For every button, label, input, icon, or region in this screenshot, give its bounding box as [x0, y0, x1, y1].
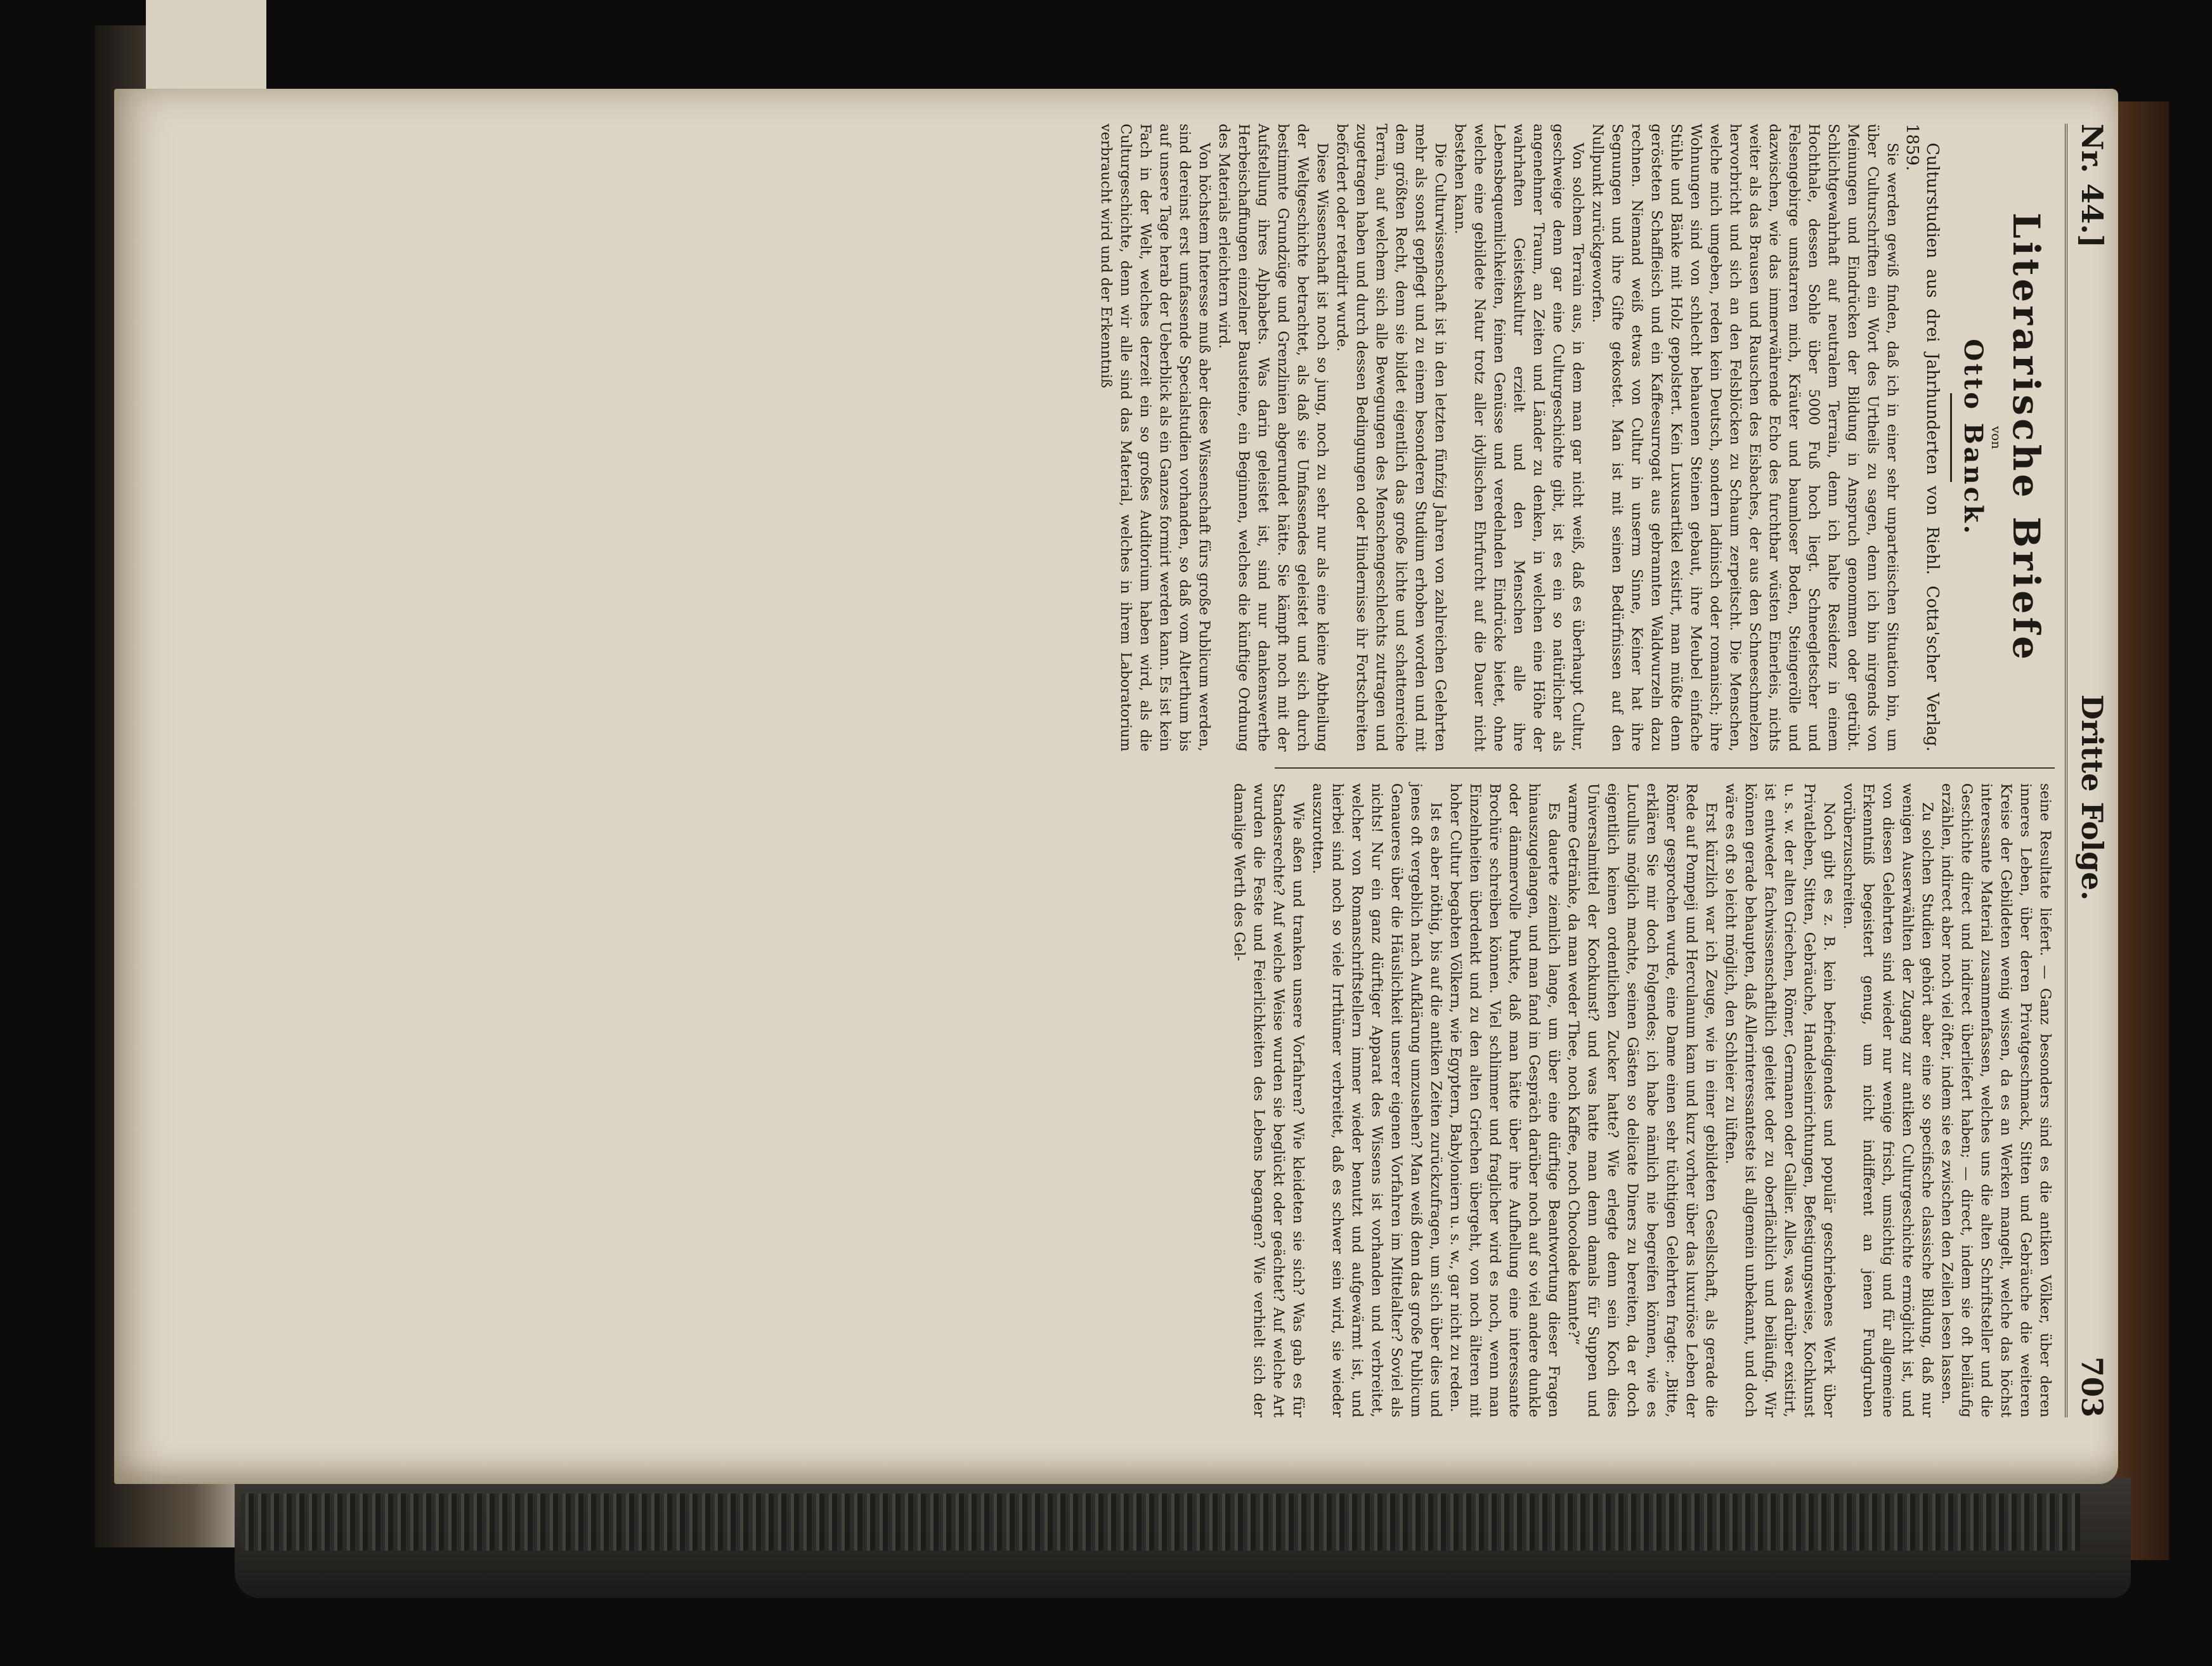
- page-number: 703: [2075, 1356, 2109, 1417]
- page-header: [2065, 124, 2112, 1417]
- article-title: Literarische Briefe: [2005, 212, 2048, 663]
- paragraph: Noch gibt es z. B. kein befriedigendes und populär geschriebenes Werk über Privatleben, Sitten, Gebräuche, Handelseinrichtungen, Befestigungsweise, Kochkunst u. s. w. der alten Griechen, Römer, Germanen oder Gallier. Alles, was darüber existirt, ist entweder fachwissenschaftlich geleitet oder zu oberflächlich und beiläufig. Wir können gerade behaupten, daß Allerinteressanteste ist allgemein unbekannt, und doch wäre es oft so leicht möglich, den Schleier zu lüften.: [1722, 783, 1837, 1417]
- paragraph: Wie aßen und tranken unsere Vorfahren? Wie kleideten sie sich? Was gab es für Standesrechte? Auf welche Weise wurden sie beglückt oder geächtet? Auf welche Art wurden die Feste und Feierlichkeiten des Lebens begangen? Wie verhielt sich der damalige Werth des Gel-: [1231, 783, 1306, 1417]
- series-label: Dritte Folge.: [2075, 694, 2109, 901]
- left-column: [1098, 124, 2055, 752]
- paragraph: Zu solchen Studien gehört aber eine so specifische classische Bildung, daß nur wenigen Auserwählten der Zugang zur antiken Culturgeschichte ermöglicht ist, und von diesen Gelehrten sind wieder nur wenige frisch, umsichtig und für allgemeine Erkenntniß begeistert genug, um nicht indifferent an jenen Fundgruben vorüberzuschreiten.: [1840, 783, 1935, 1417]
- book-reference: Culturstudien aus drei Jahrhunderten von Riehl. Cotta'scher Verlag. 1859.: [1903, 124, 1942, 752]
- article-author: Otto Banck.: [1958, 339, 1988, 537]
- title-rule: [1950, 393, 1952, 482]
- paragraph: Erst kürzlich war ich Zeuge, wie in einer gebildeten Gesellschaft, als gerade die Rede auf Pompeji und Herculanum kam und kurz vorher über das luxuriöse Leben der Römer gesprochen wurde, eine Dame einen sehr tüchtigen Gelehrten fragte: „Bitte, erklären Sie mir doch Folgendes; ich habe nämlich nie begreifen können, wie es Lucullus möglich machte, seinen Gästen so delicate Diners zu bereiten, da er doch eigentlich keinen ordentlichen Zucker hatte? Wie erlegte denn sein Koch dies Universalmittel der Kochkunst? und was hatte man denn damals für Suppen und warme Getränke, da man weder Thee, noch Kaffee, noch Chocolade kannte?“: [1565, 783, 1719, 1417]
- book-cloth-binding: [241, 1494, 2080, 1551]
- byline-von: von: [1989, 426, 2004, 450]
- paragraph: Sie werden gewiß finden, daß ich in einer sehr unparteiischen Situation bin, um über Culturschriften ein Wort des Urtheils zu sagen, denn ich bin nirgends von Meinungen und Eindrücken der Bildung in Anspruch genommen oder getrübt. Schlichtgewahrhaft auf neutralem Terrain, denn ich halte Residenz in einem Hochthale, dessen Sohle über 5000 Fuß hoch liegt. Schneegletscher und Felsengebirge umstarren mich, Kräuter und baumloser Boden, Steingerölle und dazwischen, wie das immerwährende Echo des furchtbar wüsten Einerleis, nichts weiter als das Brausen und Rauschen des Eisbaches, der aus den Schneeschmelzen hervorbricht und sich an den Felsblöcken zu Schaum zerpeitscht. Die Menschen, welche mich umgeben, reden kein Deutsch, sondern ladinisch oder romanisch; ihre Wohnungen sind von schlecht behauenen Steinen gebaut, ihre Meubel einfache Stühle und Bänke mit Holz gepolstert. Kein Luxusartikel existirt, man müßte denn gerösteten Schaffleisch und ein Kaffeesurrogat aus gebrannten Waldwurzeln dazu rechnen. Niemand weiß etwas von Cultur in unserm Sinne, Keiner hat ihre Segnungen und ihre Gifte gekostet. Man ist mit seinen Bedürfnissen auf den Nullpunkt zurückgeworfen.: [1589, 124, 1901, 752]
- paragraph: Ist es aber nöthig, bis auf die antiken Zeiten zurückzufragen, um sich über dies und jenes oft vergeblich nach Aufklärung umzusehen? Man weiß denn das große Publicum Genaueres über die Häuslichkeit unserer eigenen Vorfahren im Mittelalter? Soviel als nichts! Nur ein ganz dürftiger Apparat des Wissens ist vorhanden und verbreitet, welcher von Romanschriftstellern immer wieder benutzt und aufgewärmt ist, und hierbei sind noch so viele Irrthümer verbreitet, daß es schwer sein wird, sie wieder auszurotten.: [1310, 783, 1444, 1417]
- column-rule: [1275, 767, 2055, 769]
- paragraph: seine Resultate liefert. — Ganz besonders sind es die antiken Völker, über deren inneres Leben, über deren Privatgeschmack, Sitten und Gebräuche die weiteren Kreise der Gebildeten wenig wissen, da es an Werken mangelt, welche das höchst interessante Material zusammenfassen, welches uns die alten Schriftsteller und die Geschichte direct und indirect überliefert haben; — direct, indem sie oft beiläufig erzählen, indirect aber noch viel öfter, indem sie es zwischen den Zeilen lesen lassen.: [1939, 783, 2053, 1417]
- issue-number: Nr. 44.]: [2075, 124, 2109, 248]
- paragraph: Von solchem Terrain aus, in dem man gar nicht weiß, daß es überhaupt Cultur, geschweige denn gar eine Culturgeschichte gibt, ist es ein so natürlicher als angenehmer Traum, an Zeiten und Länder zu denken, in welchen eine Höhe der wahrhaften Geisteskultur erzielt und den Menschen alle ihre Lebensbequemlichkeiten, feinen Genüsse und veredelnden Eindrücke bietet, ohne welche eine gebildete Natur trotz aller idyllischen Ehrfurcht auf die Dauer nicht bestehen kann.: [1452, 124, 1586, 752]
- paragraph: Die Culturwissenschaft ist in den letzten fünfzig Jahren von zahlreichen Gelehrten mehr als sonst gepflegt und zu einem besonderen Studium erhoben worden und mit dem größten Recht, denn sie bildet eigentlich das große lichte und schattenreiche Terrain, auf welchem sich alle Bewegungen des Menschengeschlechts zutragen und zugetragen haben und durch dessen Bedingungen oder Hindernisse ihr Fortschreiten befördert oder retardirt wurde.: [1334, 124, 1448, 752]
- right-column: [1231, 783, 2055, 1417]
- paragraph: Von höchstem Interesse muß aber diese Wissenschaft fürs große Publicum werden, sind dereinst erst umfassende Specialstudien vorhanden, so daß vom Alterthum bis auf unsere Tage herab der Ueberblick als ein Ganzes formirt werden kann. Es ist kein Fach in der Welt, welches derzeit ein so großes Auditorium haben wird, als die Culturgeschichte, denn wir alle sind das Material, welches in ihrem Laboratorium verbraucht wird und der Erkenntniß: [1098, 124, 1213, 752]
- rotated-page-content: [241, 124, 2112, 1443]
- paragraph: Es dauerte ziemlich lange, um über eine dürftige Beantwortung dieser Fragen hinauszugelangen, und man fand im Gespräch darüber noch auf so viel andere dunkle oder dämmervolle Punkte, daß man hätte über ihre Aufhellung eine interessante Brochüre schreiben können. Viel schlimmer und fraglicher wird es noch, wenn man Einzelnheiten überdenkt und zu den alten Griechen übergeht, von noch älteren mit hoher Cultur begabten Völkern, wie Egyptern, Babyloniern u. s. w., gar nicht zu reden.: [1447, 783, 1562, 1417]
- paragraph: Diese Wissenschaft ist noch so jung, noch zu sehr nur als eine kleine Abtheilung der Weltgeschichte betrachtet, als daß sie Umfassendes geleistet und sich durch bestimmte Grundzüge und Grenzlinien abgerundet hätte. Sie kämpft noch mit der Aufstellung ihres Alphabets. Was darin geleistet ist, sind nur dankenswerthe Herbeischaffungen einzelner Bausteine, ein Beginnen, welches die künftige Ordnung des Materials erleichtern wird.: [1216, 124, 1330, 752]
